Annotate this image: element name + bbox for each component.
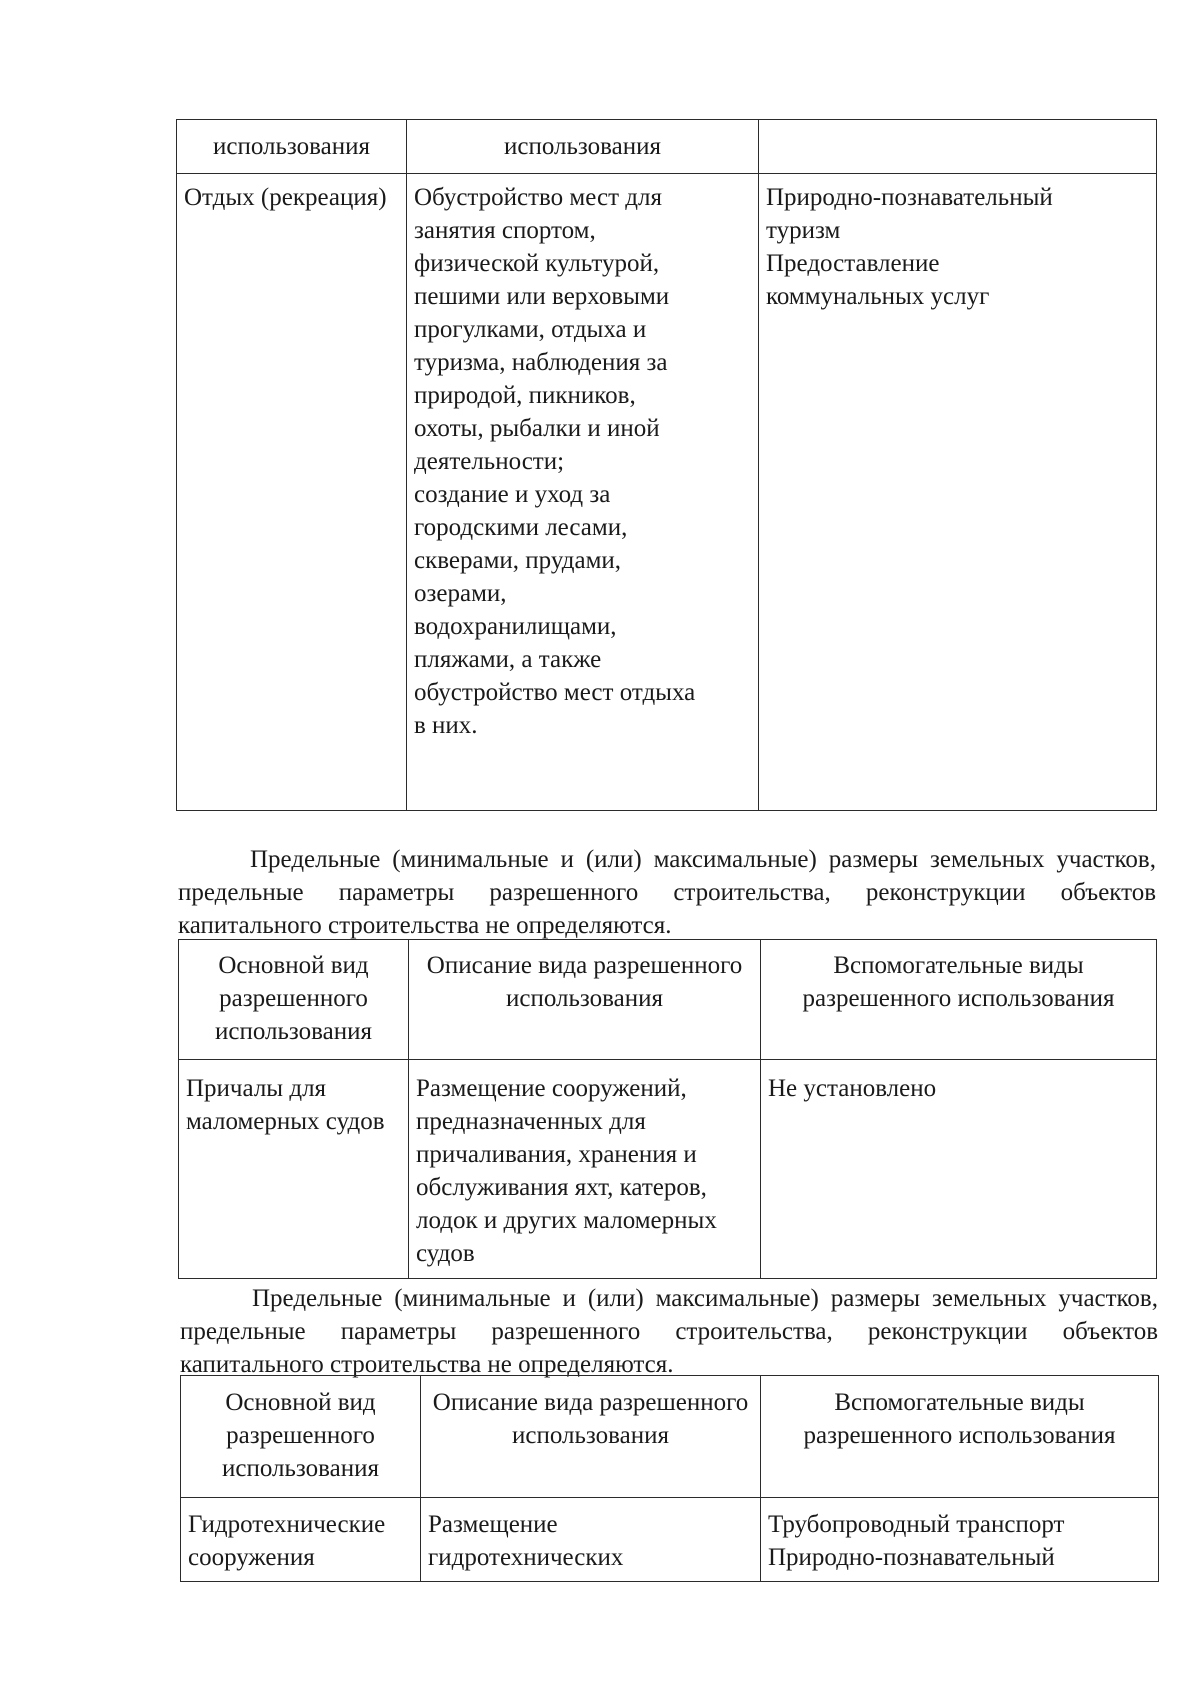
description-line: создание и уход за xyxy=(414,481,611,508)
description-line: пешими или верховыми xyxy=(414,283,670,310)
main-type-cell: Гидротехнические сооружения xyxy=(181,1498,421,1582)
header-cell-main-type: Основной вид разрешенного использования xyxy=(179,940,409,1060)
header-cell-description: Описание вида разрешенного использования xyxy=(409,940,761,1060)
description-line: охоты, рыбалки и иной xyxy=(414,415,660,442)
auxiliary-line: коммунальных услуг xyxy=(766,283,990,310)
table-header-row xyxy=(181,1376,1159,1498)
header-cell-description: Описание вида разрешенного использования xyxy=(421,1376,761,1498)
table-row xyxy=(177,174,1157,811)
description-line: прогулками, отдыха и xyxy=(414,316,647,343)
description-line: деятельности; xyxy=(414,448,565,475)
main-type-cell: Причалы для маломерных судов xyxy=(179,1060,409,1279)
auxiliary-cell xyxy=(759,174,1157,811)
description-cell xyxy=(407,174,759,811)
auxiliary-line: Трубопроводный транспорт xyxy=(768,1511,1065,1538)
land-use-table-moorings xyxy=(178,939,1157,1279)
description-line: скверами, прудами, xyxy=(414,547,622,574)
description-line: озерами, xyxy=(414,580,507,607)
header-cell-auxiliary xyxy=(759,120,1157,174)
description-line: занятия спортом, xyxy=(414,217,596,244)
table-row xyxy=(181,1498,1159,1582)
description-line: физической культурой, xyxy=(414,250,660,277)
land-use-table-recreation xyxy=(176,119,1157,811)
main-type-cell: Отдых (рекреация) xyxy=(177,174,407,811)
auxiliary-line: Предоставление xyxy=(766,250,940,277)
table-row xyxy=(179,1060,1157,1279)
description-line: городскими лесами, xyxy=(414,514,628,541)
auxiliary-cell xyxy=(761,1498,1159,1582)
limits-paragraph xyxy=(180,1282,1158,1381)
auxiliary-line: Природно-познавательный xyxy=(768,1544,1055,1571)
description-line: Обустройство мест для xyxy=(414,184,662,211)
table-header-row xyxy=(179,940,1157,1060)
description-line: туризма, наблюдения за xyxy=(414,349,668,376)
header-cell-main-type: Основной вид разрешенного использования xyxy=(181,1376,421,1498)
description-cell: Размещение гидротехнических xyxy=(421,1498,761,1582)
header-cell-main-type: использования xyxy=(177,120,407,174)
land-use-table-hydraulic xyxy=(180,1375,1159,1582)
description-line: обустройство мест отдыха xyxy=(414,679,696,706)
auxiliary-line: туризм xyxy=(766,217,841,244)
description-line: в них. xyxy=(414,712,478,739)
auxiliary-line: Природно-познавательный xyxy=(766,184,1053,211)
description-line: водохранилищами, xyxy=(414,613,617,640)
header-cell-description: использования xyxy=(407,120,759,174)
auxiliary-cell: Не установлено xyxy=(761,1060,1157,1279)
header-cell-auxiliary: Вспомогательные виды разрешенного использования xyxy=(761,1376,1159,1498)
limits-paragraph-text: Предельные (минимальные и (или) максимальные) размеры земельных участков, предельные параметры разрешенного строительства, реконструкции объектов капитального строительства не определяются. xyxy=(180,1285,1158,1378)
table-header-row xyxy=(177,120,1157,174)
limits-paragraph xyxy=(178,843,1156,942)
description-cell: Размещение сооружений, предназначенных для причаливания, хранения и обслуживания яхт, катеров, лодок и других маломерных судов xyxy=(409,1060,761,1279)
limits-paragraph-text: Предельные (минимальные и (или) максимальные) размеры земельных участков, предельные параметры разрешенного строительства, реконструкции объектов капитального строительства не определяются. xyxy=(178,846,1156,939)
description-line: пляжами, а также xyxy=(414,646,602,673)
header-cell-auxiliary: Вспомогательные виды разрешенного использования xyxy=(761,940,1157,1060)
description-line: природой, пикников, xyxy=(414,382,636,409)
